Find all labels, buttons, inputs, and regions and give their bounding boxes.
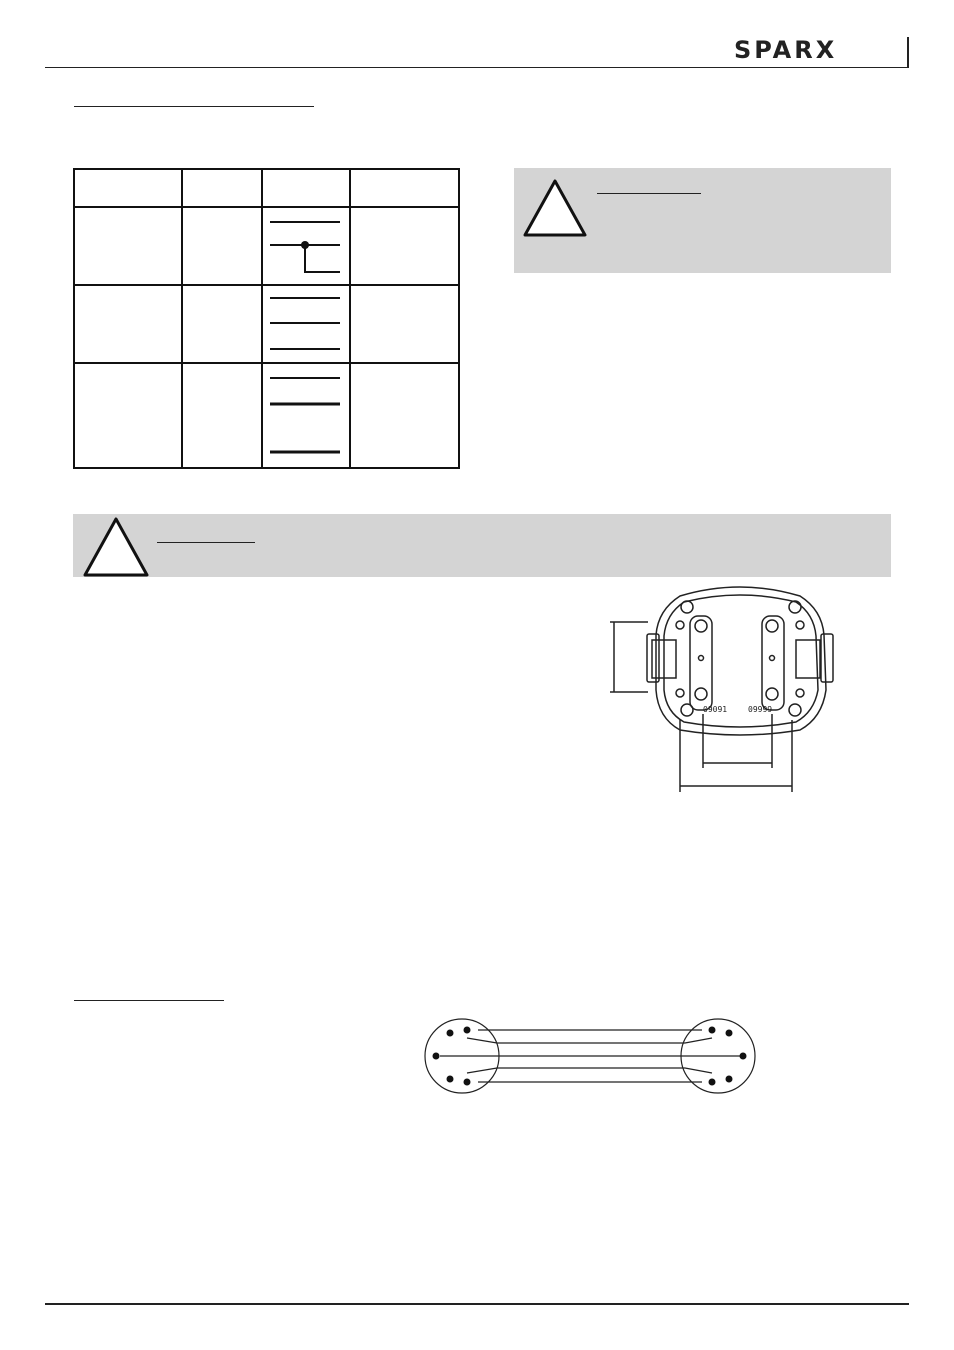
brand-logo: SPARX [734, 36, 838, 64]
table-cell [350, 207, 459, 285]
section-heading-underline [74, 106, 314, 107]
table-cell [182, 207, 262, 285]
table-cell [350, 285, 459, 363]
section-heading-underline [74, 1000, 224, 1001]
xlr-cable-icon [418, 1012, 768, 1106]
fixture-label: 09999 [748, 705, 773, 714]
table-cell [350, 363, 459, 468]
table-header-cell [74, 169, 182, 207]
header-rule [45, 67, 909, 68]
wire-symbols [260, 200, 350, 470]
warning-heading-underline [597, 193, 701, 194]
warning-heading-underline [157, 542, 255, 543]
table-header-cell [182, 169, 262, 207]
warning-bar [73, 514, 891, 577]
table-cell [182, 363, 262, 468]
warning-triangle-icon [522, 178, 588, 238]
table-cell [74, 363, 182, 468]
header-tick [907, 37, 909, 68]
table-cell [182, 285, 262, 363]
fixture-bottom-view-icon [600, 585, 840, 795]
table-header-cell [350, 169, 459, 207]
table-cell [74, 285, 182, 363]
table-cell [74, 207, 182, 285]
footer-rule [45, 1303, 909, 1305]
fixture-label: 09091 [703, 705, 728, 714]
warning-triangle-icon [82, 516, 150, 578]
